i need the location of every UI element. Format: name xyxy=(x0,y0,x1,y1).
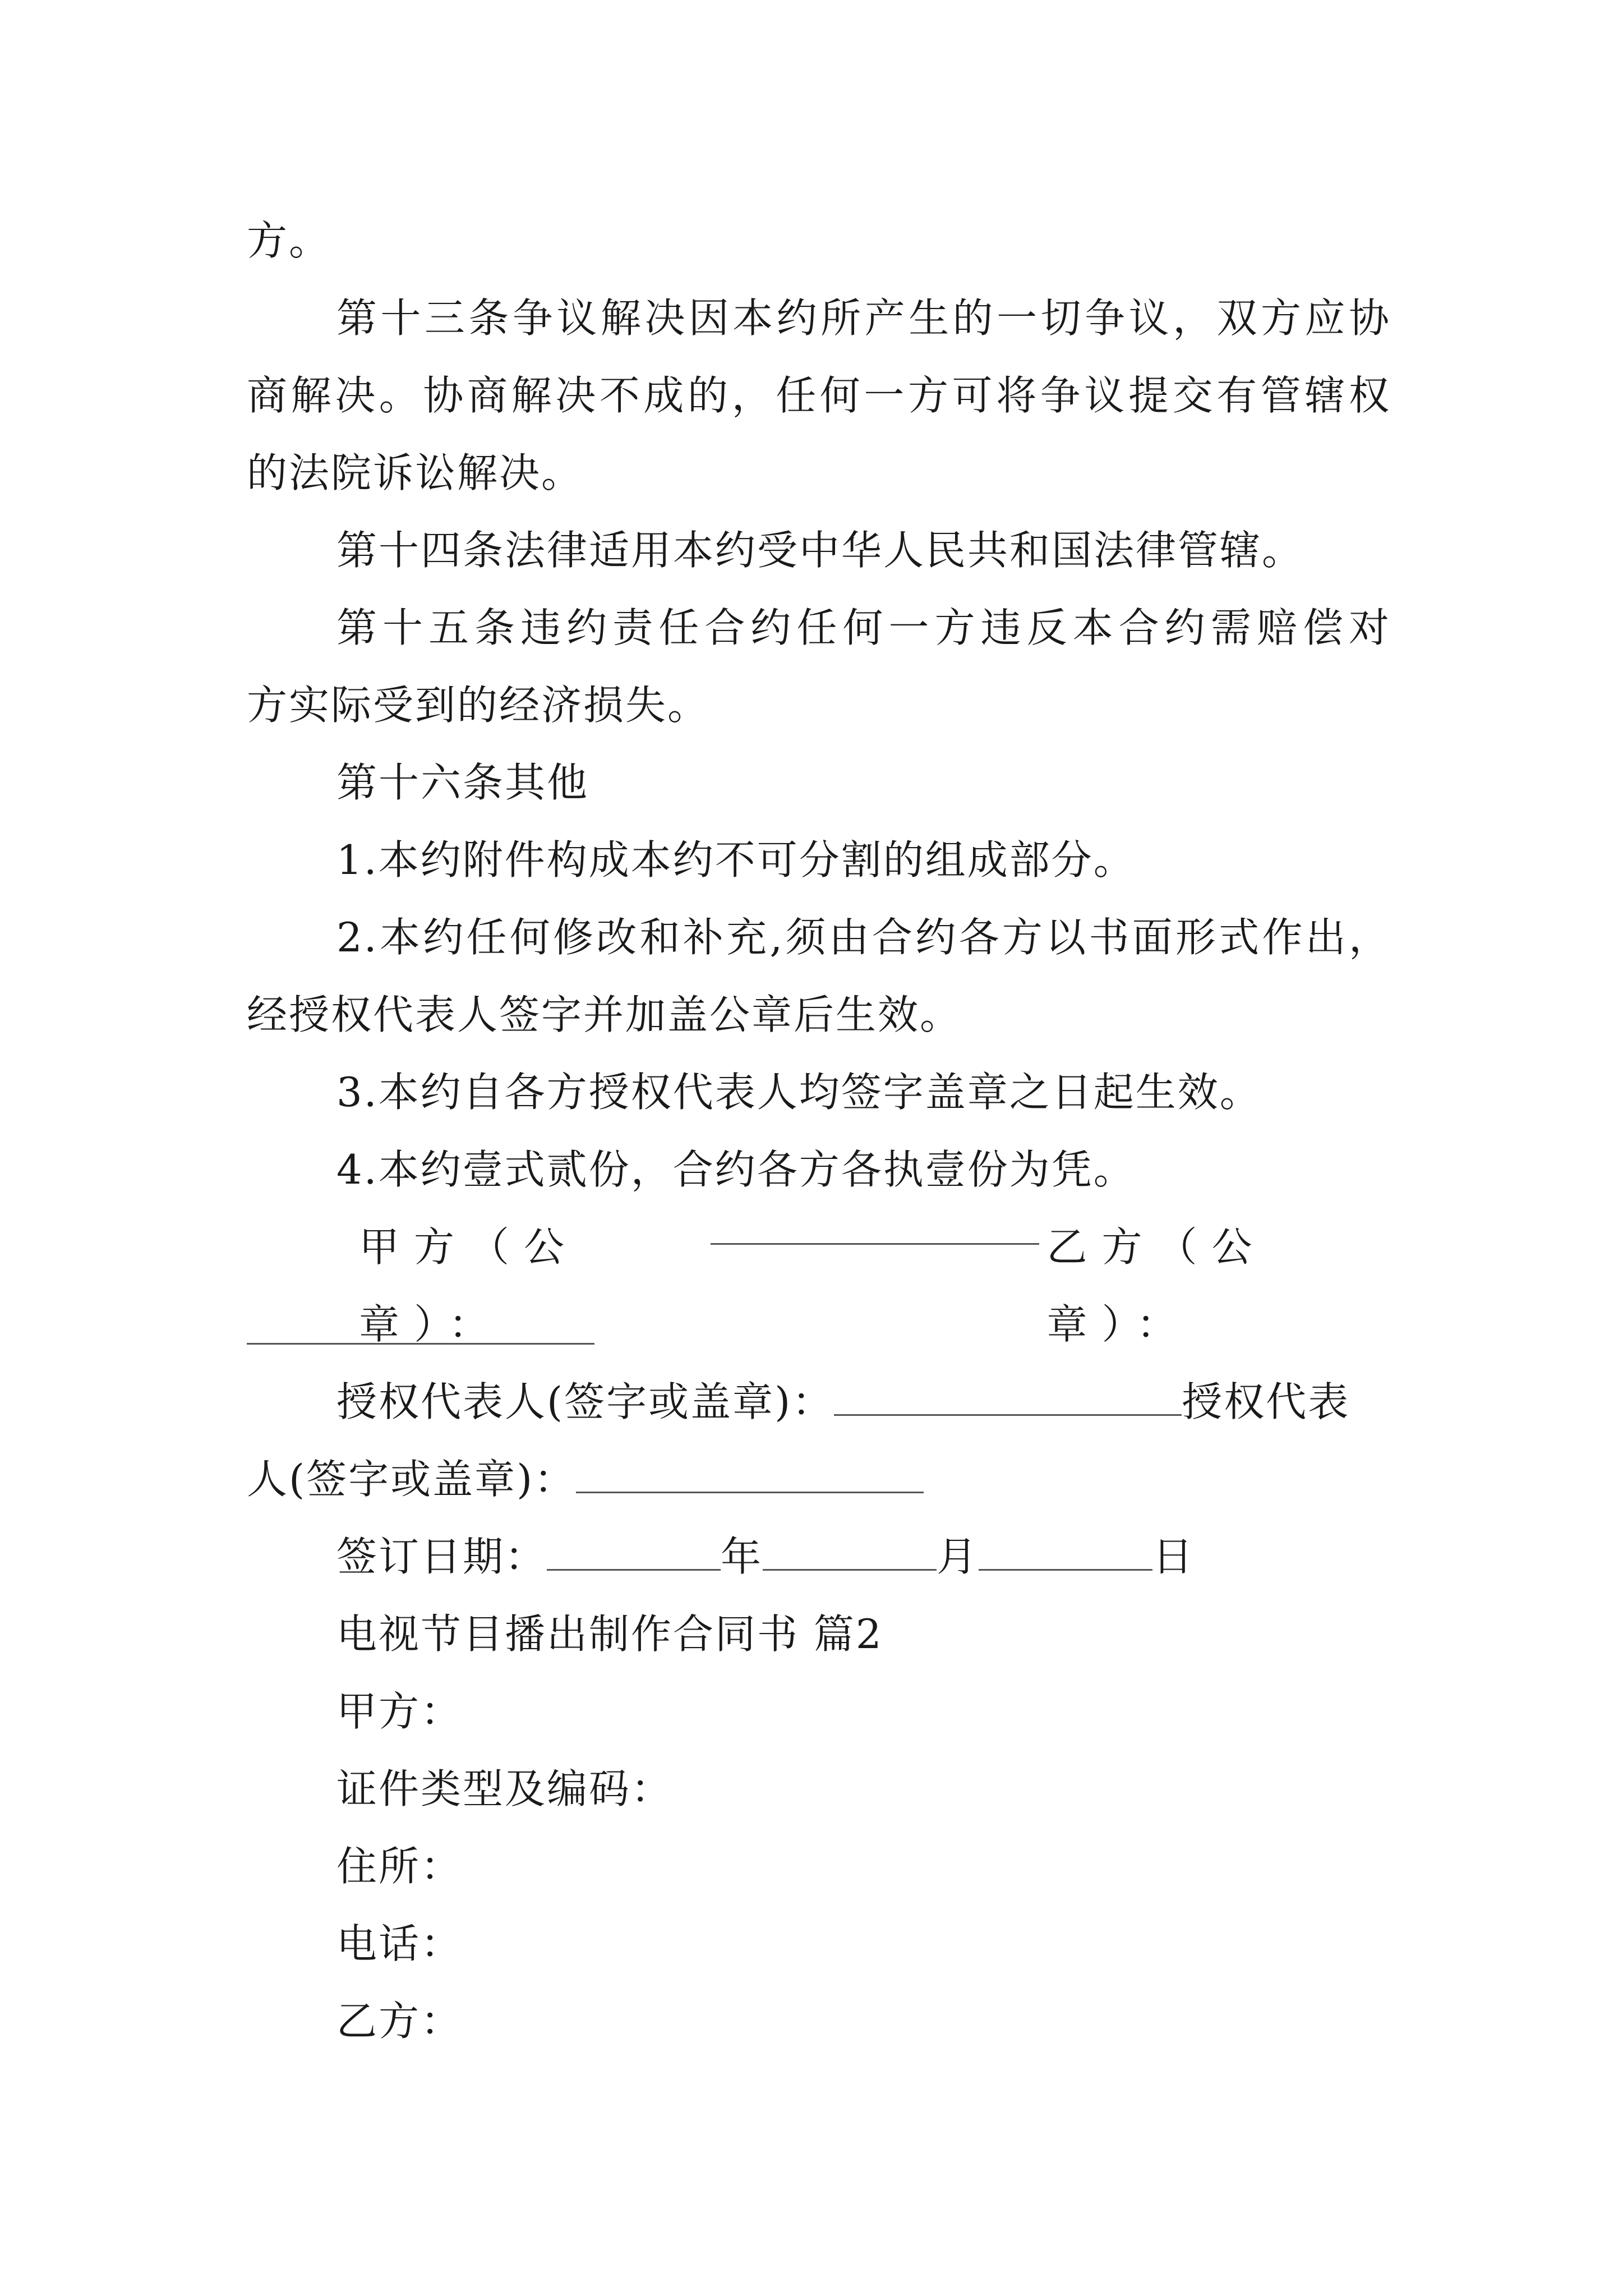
party-a-seal-blank[interactable] xyxy=(711,1208,1039,1245)
clause-13-line-2: 商解决。协商解决不成的，任何一方可将争议提交有管辖权 xyxy=(247,372,1391,419)
day-blank[interactable] xyxy=(979,1534,1152,1571)
clause-15-line-2: 方实际受到的经济损失。 xyxy=(247,682,710,729)
clause-16-item-2-line-2: 经授权代表人签字并加盖公章后生效。 xyxy=(247,991,962,1038)
clause-13-line-1: 第十三条争议解决因本约所产生的一切争议，双方应协 xyxy=(336,295,1391,342)
section-2-phone: 电话： xyxy=(336,1920,463,1967)
clause-16-item-2-line-1: 2.本约任何修改和补充,须由合约各方以书面形式作出， xyxy=(336,914,1391,961)
rep-a-blank[interactable] xyxy=(834,1379,1182,1416)
party-b-seal-blank[interactable] xyxy=(247,1308,594,1345)
paragraph-continuation: 方。 xyxy=(247,217,331,264)
section-2-party-a: 甲方： xyxy=(336,1688,463,1735)
month-label: 月 xyxy=(937,1533,979,1580)
section-2-title: 电视节目播出制作合同书 篇2 xyxy=(336,1611,883,1658)
clause-16-item-1: 1.本约附件构成本约不可分割的组成部分。 xyxy=(336,836,1136,884)
section-2-address: 住所： xyxy=(336,1843,463,1890)
section-2-party-b: 乙方： xyxy=(336,1998,463,2045)
rep-b-label: 授权代表 xyxy=(1182,1378,1350,1425)
document-body xyxy=(247,202,1391,2060)
representative-row-line-2 xyxy=(247,1441,1391,1518)
year-label: 年 xyxy=(721,1533,763,1580)
party-seal-row xyxy=(247,1208,1391,1348)
year-blank[interactable] xyxy=(547,1534,721,1571)
clause-13-line-3: 的法院诉讼解决。 xyxy=(247,449,584,496)
clause-16-item-4: 4.本约壹式贰份，合约各方各执壹份为凭。 xyxy=(336,1146,1136,1193)
date-label: 签订日期： xyxy=(336,1533,547,1580)
clause-14: 第十四条法律适用本约受中华人民共和国法律管辖。 xyxy=(336,527,1304,574)
day-label: 日 xyxy=(1152,1533,1195,1580)
party-b-seal-label: 乙方（公章）： xyxy=(1046,1223,1267,1348)
clause-16-heading: 第十六条其他 xyxy=(336,759,589,806)
rep-a-label: 授权代表人(签字或盖章)： xyxy=(336,1378,834,1425)
party-a-seal-label: 甲方（公章）： xyxy=(359,1223,579,1348)
signing-date-row xyxy=(247,1518,1391,1595)
rep-b-label-cont: 人(签字或盖章)： xyxy=(247,1456,577,1503)
rep-b-blank[interactable] xyxy=(576,1457,924,1493)
clause-15-line-1: 第十五条违约责任合约任何一方违反本合约需赔偿对 xyxy=(336,604,1391,651)
month-blank[interactable] xyxy=(763,1534,937,1571)
clause-16-item-3: 3.本约自各方授权代表人均签字盖章之日起生效。 xyxy=(336,1069,1262,1116)
section-2-id-type: 证件类型及编码： xyxy=(336,1765,674,1812)
party-b-seal-blank-row xyxy=(247,1286,1391,1363)
representative-row-line-1 xyxy=(247,1363,1391,1441)
